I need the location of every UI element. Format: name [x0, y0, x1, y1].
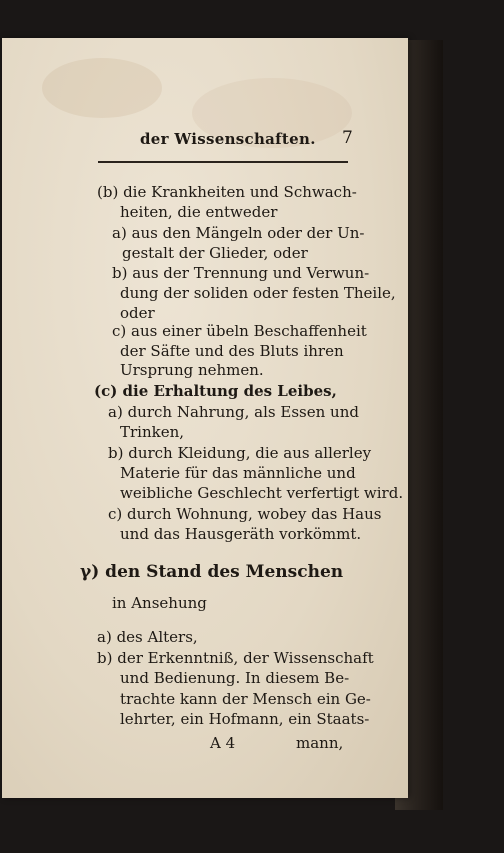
text-line: c) aus einer übeln Beschaffenheit: [112, 322, 367, 340]
text-line: (c) die Erhaltung des Leibes,: [94, 382, 337, 400]
text-line: b) aus der Trennung und Verwun-: [112, 264, 370, 282]
section-heading: γ) den Stand des Menschen: [80, 562, 344, 582]
text-line: b) durch Kleidung, die aus allerley: [108, 444, 372, 462]
text-line: a) durch Nahrung, als Essen und: [108, 403, 359, 421]
text-line: weibliche Geschlecht verfertigt wird.: [120, 484, 404, 502]
catchword: mann,: [296, 734, 344, 752]
text-line: Ursprung nehmen.: [120, 361, 264, 379]
text-line: a) aus den Mängeln oder der Un-: [112, 224, 365, 242]
text-line: a) des Alters,: [97, 628, 198, 646]
text-line: Trinken,: [120, 423, 185, 441]
text-line: trachte kann der Mensch ein Ge-: [120, 690, 371, 708]
header-rule: [98, 161, 348, 163]
text-line: und das Hausgeräth vorkömmt.: [120, 525, 362, 543]
running-title: der Wissenschaften.: [140, 130, 316, 148]
text-line: lehrter, ein Hofmann, ein Staats-: [120, 710, 370, 728]
text-line: in Ansehung: [112, 594, 207, 612]
text-line: oder: [120, 304, 155, 322]
text-line: b) der Erkenntniß, der Wissenschaft: [97, 649, 374, 667]
text-line: heiten, die entweder: [120, 203, 278, 221]
text-line: Materie für das männliche und: [120, 464, 356, 482]
text-line: (b) die Krankheiten und Schwach-: [97, 183, 357, 201]
text-line: der Säfte und des Bluts ihren: [120, 342, 344, 360]
text-line: gestalt der Glieder, oder: [122, 244, 308, 262]
page-number: 7: [342, 128, 353, 148]
text-line: c) durch Wohnung, wobey das Haus: [108, 505, 382, 523]
text-line: und Bedienung. In diesem Be-: [120, 669, 350, 687]
signature-mark: A 4: [210, 734, 236, 752]
page-stain: [42, 58, 162, 118]
text-line: dung der soliden oder festen Theile,: [120, 284, 396, 302]
